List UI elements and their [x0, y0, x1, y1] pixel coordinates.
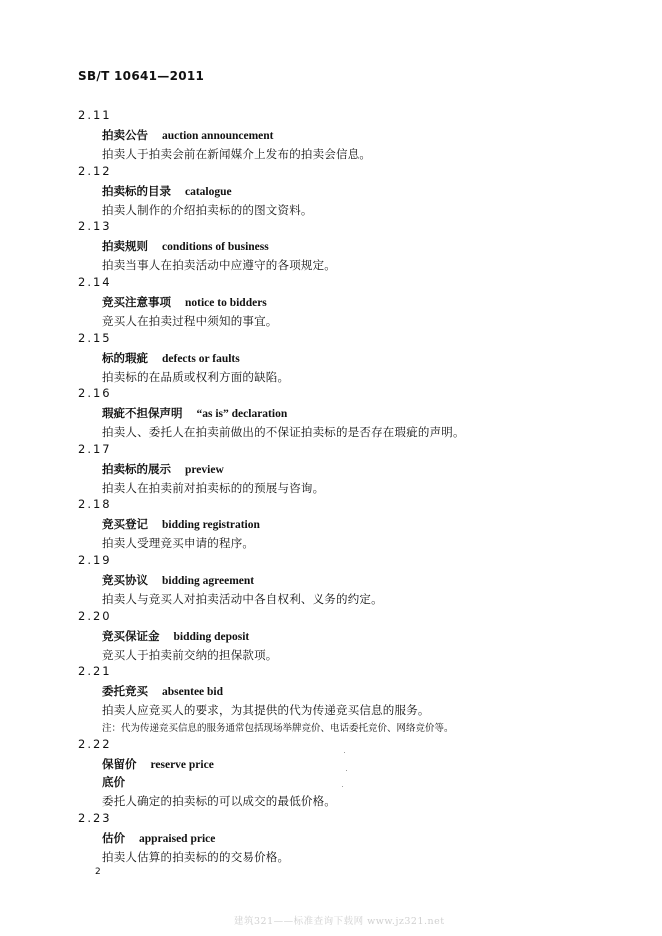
term-heading [102, 238, 269, 254]
entry-number: 2.21 [78, 664, 112, 678]
term-en: reserve price [150, 759, 214, 771]
term-zh: 竞买协议 [102, 573, 148, 587]
entry-number: 2.14 [78, 275, 112, 289]
entry-number: 2.16 [78, 386, 112, 400]
entry-number: 2.20 [78, 609, 112, 623]
term-definition: 拍卖人应竞买人的要求，为其提供的代为传递竞买信息的服务。 [102, 703, 430, 717]
term-zh: 瑕疵不担保声明 [102, 406, 183, 420]
entry-number: 2.18 [78, 497, 112, 511]
term-heading [102, 756, 214, 772]
scan-speck [342, 786, 343, 787]
term-en: catalogue [185, 186, 232, 198]
term-heading [102, 683, 223, 699]
term-zh: 拍卖标的目录 [102, 184, 171, 198]
term-heading [102, 405, 287, 421]
term-definition: 拍卖当事人在拍卖活动中应遵守的各项规定。 [102, 258, 336, 272]
term-en: “as is” declaration [196, 408, 288, 420]
term-definition: 拍卖人与竞买人对拍卖活动中各自权利、义务的约定。 [102, 592, 383, 606]
term-heading [102, 294, 267, 310]
term-zh: 拍卖公告 [102, 128, 148, 142]
term-en: bidding deposit [173, 631, 250, 643]
term-en: preview [185, 464, 224, 476]
scan-speck [346, 770, 347, 771]
term-en: bidding agreement [162, 575, 255, 587]
term-definition: 拍卖人制作的介绍拍卖标的的图文资料。 [102, 203, 313, 217]
site-watermark: 建筑321——标准查询下载网 www.jz321.net [234, 916, 445, 927]
entry-number: 2.15 [78, 331, 112, 345]
term-zh: 竞买保证金 [102, 629, 160, 643]
term-heading [102, 127, 274, 143]
term-definition: 拍卖人受理竞买申请的程序。 [102, 536, 255, 550]
term-heading [102, 350, 240, 366]
term-en: appraised price [139, 833, 216, 845]
standard-code-header: SB/T 10641—2011 [78, 69, 205, 83]
term-heading [102, 628, 249, 644]
term-definition: 竞买人在拍卖过程中须知的事宜。 [102, 314, 278, 328]
entry-number: 2.23 [78, 811, 112, 825]
term-heading [102, 516, 260, 532]
term-zh: 拍卖标的展示 [102, 462, 171, 476]
term-zh: 委托竞买 [102, 684, 148, 698]
entry-number: 2.12 [78, 164, 112, 178]
term-zh: 保留价 [102, 757, 137, 771]
term-zh: 竞买登记 [102, 517, 148, 531]
term-heading [102, 572, 254, 588]
term-zh: 标的瑕疵 [102, 351, 148, 365]
term-definition: 委托人确定的拍卖标的可以成交的最低价格。 [102, 794, 336, 808]
term-en: notice to bidders [185, 297, 267, 309]
scan-speck [344, 752, 345, 753]
entry-number: 2.19 [78, 553, 112, 567]
term-heading [102, 461, 224, 477]
entry-number: 2.22 [78, 737, 112, 751]
entry-number: 2.11 [78, 108, 112, 122]
term-zh: 拍卖规则 [102, 239, 148, 253]
term-heading [102, 830, 215, 846]
term-definition: 拍卖标的在品质或权利方面的缺陷。 [102, 370, 290, 384]
term-en: conditions of business [162, 241, 269, 253]
term-definition: 拍卖人估算的拍卖标的的交易价格。 [102, 850, 290, 864]
term-definition: 竞买人于拍卖前交纳的担保款项。 [102, 648, 278, 662]
entry-number: 2.13 [78, 219, 112, 233]
entry-number: 2.17 [78, 442, 112, 456]
term-zh: 竞买注意事项 [102, 295, 171, 309]
term-definition: 拍卖人、委托人在拍卖前做出的不保证拍卖标的是否存在瑕疵的声明。 [102, 425, 465, 439]
term-zh: 估价 [102, 831, 125, 845]
term-note: 注：代为传递竞买信息的服务通常包括现场举牌竞价、电话委托竞价、网络竞价等。 [102, 723, 454, 734]
page-number: 2 [95, 867, 101, 877]
term-en: auction announcement [162, 130, 274, 142]
term-heading [102, 183, 232, 199]
term-en: defects or faults [162, 353, 240, 365]
term-definition: 拍卖人于拍卖会前在新闻媒介上发布的拍卖会信息。 [102, 147, 372, 161]
term-definition: 拍卖人在拍卖前对拍卖标的的预展与咨询。 [102, 481, 325, 495]
term-en: absentee bid [162, 686, 224, 698]
term-synonym: 底价 [102, 775, 125, 789]
term-en: bidding registration [162, 519, 260, 531]
